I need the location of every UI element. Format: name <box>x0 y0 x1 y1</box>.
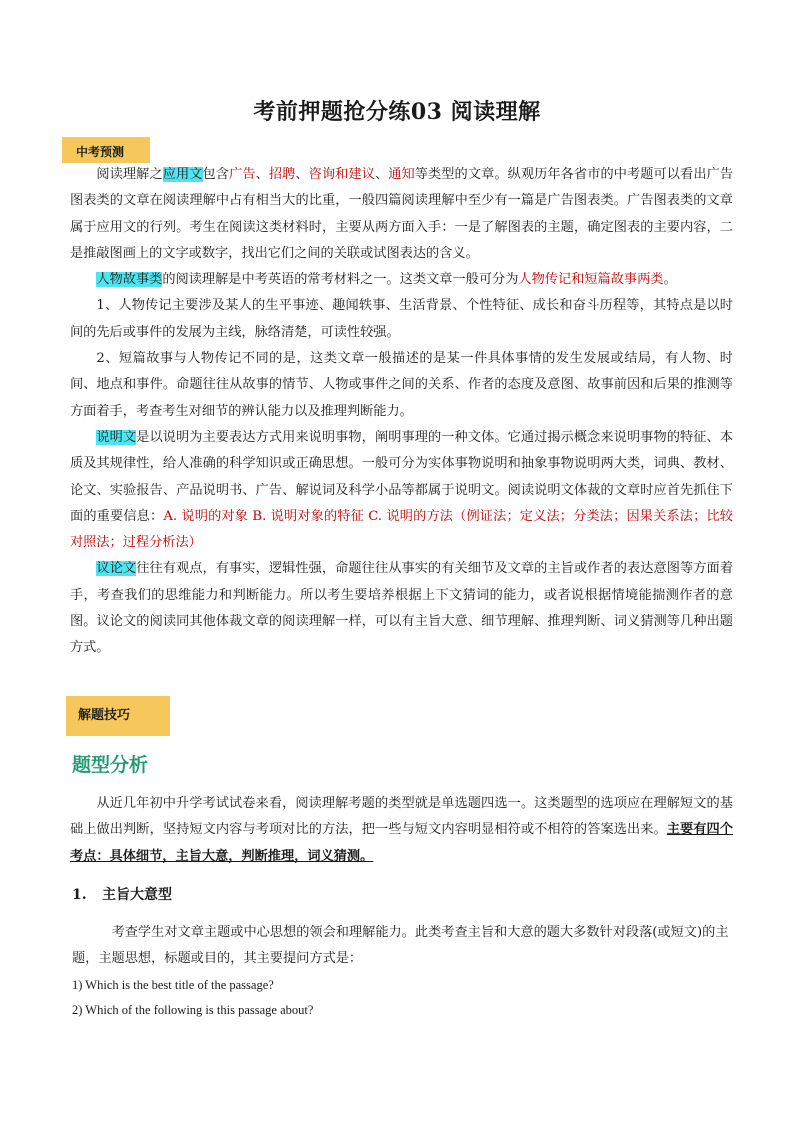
text-span: 、 <box>255 167 269 182</box>
analysis-section <box>70 791 733 870</box>
question-example-2: 2) Which of the following is this passage about? <box>72 1003 314 1017</box>
highlight-argumentative: 议论文 <box>96 561 137 577</box>
text-span: 是以说明为主要表达方式用来说明事物，阐明事理的一种文体。它通过揭示概念来说明事物的特征、本质及其规律性，给人准确的科学知识或正确思想。一般可分为实体事物说明和抽象事物说明两大类，词典、教材、论文、实验报告、产品说明书、广告、解说词及科学小品等都属于说明文。阅读说明文体裁的文章时应首先抓住下面的重要信息： <box>70 429 733 524</box>
paragraph-argumentative <box>70 556 733 661</box>
paragraph-biography: 1、人物传记主要涉及某人的生平事迹、趣闻轶事、生活背景、个性特征、成长和奋斗历程等，其特点是以时间的先后或事件的发展为主线，脉络清楚，可读性较强。 <box>70 298 733 340</box>
text-span: 包含 <box>202 167 230 182</box>
red-term-recruit: 招聘 <box>268 167 296 182</box>
highlight-expository: 说明文 <box>96 429 137 445</box>
subsection-body <box>72 920 732 972</box>
subsection-heading <box>72 884 172 904</box>
highlight-story: 人物故事类 <box>96 272 163 288</box>
red-term-ads: 广告 <box>229 167 256 182</box>
forecast-section <box>70 162 733 662</box>
text-span: 往往有观点，有事实，逻辑性强，命题往往从事实的有关细节及文章的主旨或作者的表达意图等方面着手，考查我们的思维能力和判断能力。所以考生要培养根据上下文猜词的能力，或者说根据情境能揣测作者的意图。议论文的阅读同其他体裁文章的阅读理解一样，可以有主旨大意、细节理解、推理判断、词义猜测等几种出题方式。 <box>70 561 733 656</box>
paragraph-expository <box>70 425 733 556</box>
text-span: 等类型的文章。纵观历年各省市的中考题可以看出广告图表类的文章在阅读理解中占有相当大的比重，一般四篇阅读理解中至少有一篇是广告图表类。广告图表类的文章属于应用文的行列。考生在阅读这类材料时，主要从两方面入手：一是了解图表的主题，确定图表的主要内容，二是推敲图画上的文字或数字，找出它们之间的关联或试图表达的含义。 <box>70 167 734 261</box>
page-title: 考前押题抢分练03 阅读理解 <box>253 99 541 125</box>
subsection-title: 主旨大意型 <box>102 887 172 903</box>
section-title: 题型分析 <box>72 754 149 776</box>
subsection-number: 1. <box>72 887 87 903</box>
text-span: 、 <box>374 167 389 182</box>
paragraph-analysis <box>70 791 733 870</box>
paragraph-short-story: 2、短篇故事与人物传记不同的是，这类文章一般描述的是某一件具体事情的发生发展或结局，有人物、时间、地点和事件。命题往往从故事的情节、人物或事件之间的关系、作者的态度及意图、故事前因和后果的推测等方面着手，考查考生对细节的辨认能力以及推理判断能力。 <box>70 351 733 419</box>
highlight-practical: 应用文 <box>162 167 203 182</box>
key-points-line: 主要有四个考点：具体细节，主旨大意，判断推理，词义猜测。 <box>70 822 733 864</box>
paragraph-story <box>70 267 733 293</box>
skills-tag: 解题技巧 <box>66 696 170 736</box>
forecast-tag: 中考预测 <box>62 137 150 163</box>
text-span: 的阅读理解是中考英语的常考材料之一。这类文章一般可分为 <box>162 272 519 288</box>
text-span: 。 <box>663 272 677 288</box>
text-span: 阅读理解之 <box>96 167 163 182</box>
paragraph-practical-writing <box>70 162 733 267</box>
red-term-advice: 咨询和建议 <box>308 167 375 182</box>
red-term-story-types: 人物传记和短篇故事两类 <box>518 272 664 288</box>
red-term-notice: 通知 <box>388 167 415 182</box>
paragraph-main-idea: 考查学生对文章主题或中心思想的领会和理解能力。此类考查主旨和大意的题大多数针对段落(或短文)的主题，主题思想，标题或目的，其主要提问方式是： <box>72 925 729 966</box>
text-span: 从近几年初中升学考试试卷来看，阅读理解考题的类型就是单选题四选一。这类题型的选项应在理解短文的基础上做出判断，坚持短文内容与考项对比的方法，把一些与短文内容明显相符或不相符的答案选出来。 <box>70 796 733 838</box>
text-span: 、 <box>295 167 309 182</box>
question-example-1: 1) Which is the best title of the passage? <box>72 978 274 992</box>
red-term-key-info: A. 说明的对象 B. 说明对象的特征 C. 说明的方法（例证法；定义法；分类法；因果关系法；比较对照法；过程分析法） <box>70 508 733 551</box>
